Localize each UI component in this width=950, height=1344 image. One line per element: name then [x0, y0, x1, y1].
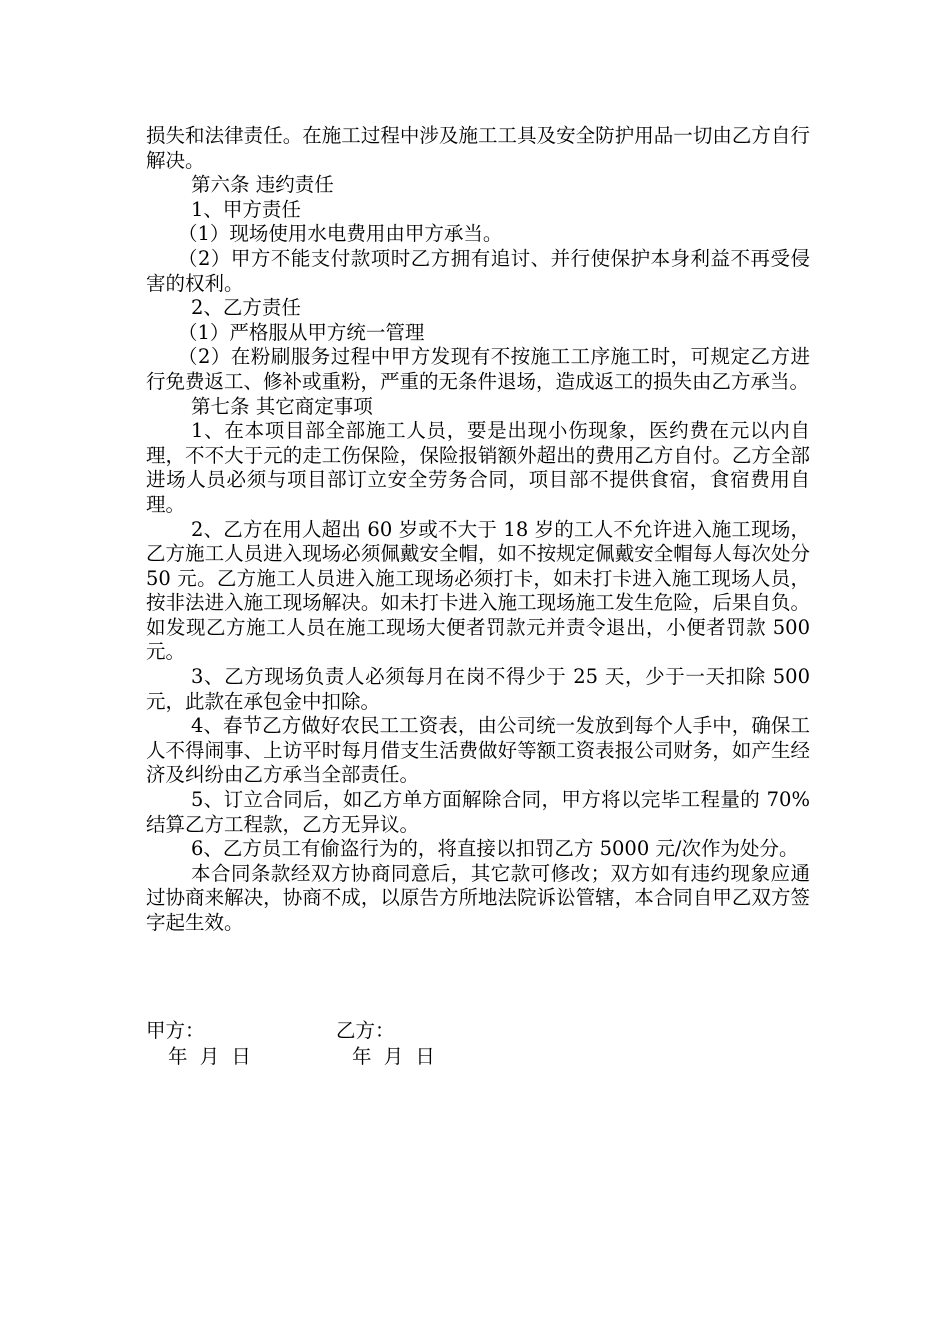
- party-b-responsibility-heading: 2、乙方责任: [191, 296, 301, 320]
- party-b-item-2: （2）在粉刷服务过程中甲方发现有不按施工工序施工时，可规定乙方进行免费返工、修补或重粉，严重的无条件退场，造成返工的损失由乙方承当。: [146, 345, 810, 393]
- article-7-clause-1: 1、在本项目部全部施工人员，要是出现小伤现象，医约费在元以内自理，不不大于元的走工伤保险，保险报销额外超出的费用乙方自付。乙方全部进场人员必须与项目部订立安全劳务合同，项目部不提供食宿，食宿费用自理。: [146, 419, 810, 516]
- signature-labels-row: [146, 1018, 810, 1044]
- party-b-signature-label: 乙方：: [336, 1019, 395, 1042]
- paragraph-liability-continuation: 损失和法律责任。在施工过程中涉及施工工具及安全防护用品一切由乙方自行解决。: [146, 124, 810, 172]
- party-b-item-1: （1）严格服从甲方统一管理: [178, 320, 425, 344]
- article-7-clause-2: 2、乙方在用人超出 60 岁或不大于 18 岁的工人不允许进入施工现场，乙方施工人员进入现场必须佩戴安全帽，如不按规定佩戴安全帽每人每次处分 50 元。乙方施工人员进入施工现场必须打卡，如未打卡进入施工现场人员，按非法进入施工现场解决。如未打卡进入施工现场施工发生危险，后果自负。如发现乙方施工人员在施工现场大便者罚款元并责令退出，小便者罚款 500 元。: [146, 517, 810, 664]
- article-6-heading: 第六条 违约责任: [191, 173, 334, 197]
- party-a-date: 年 月 日: [168, 1045, 251, 1068]
- party-a-responsibility-heading: 1、甲方责任: [191, 197, 301, 221]
- article-7-clause-3: 3、乙方现场负责人必须每月在岗不得少于 25 天，少于一天扣除 500 元，此款在承包金中扣除。: [146, 665, 810, 713]
- party-a-item-2: （2）甲方不能支付款项时乙方拥有追讨、并行使保护本身利益不再受侵害的权利。: [146, 246, 810, 295]
- article-7-clause-4: 4、春节乙方做好农民工工资表，由公司统一发放到每个人手中，确保工人不得闹事、上访平时每月借支生活费做好等额工资表报公司财务，如产生经济及纠纷由乙方承当全部责任。: [146, 714, 810, 787]
- signature-dates-row: [146, 1044, 810, 1070]
- document-body: [146, 124, 810, 936]
- party-a-signature-label: 甲方：: [146, 1019, 205, 1042]
- party-b-date: 年 月 日: [352, 1045, 435, 1068]
- signature-block: [146, 1018, 810, 1070]
- effective-clause: 本合同条款经双方协商同意后，其它款可修改；双方如有违约现象应通过协商来解决，协商不成，以原告方所地法院诉讼管辖，本合同自甲乙双方签字起生效。: [146, 861, 810, 934]
- article-7-clause-5: 5、订立合同后，如乙方单方面解除合同，甲方将以完毕工程量的 70%结算乙方工程款，乙方无异议。: [146, 788, 810, 836]
- article-7-clause-6: 6、乙方员工有偷盗行为的，将直接以扣罚乙方 5000 元/次作为处分。: [191, 837, 799, 861]
- party-a-item-1: （1）现场使用水电费用由甲方承当。: [178, 222, 503, 246]
- article-7-heading: 第七条 其它商定事项: [191, 394, 373, 418]
